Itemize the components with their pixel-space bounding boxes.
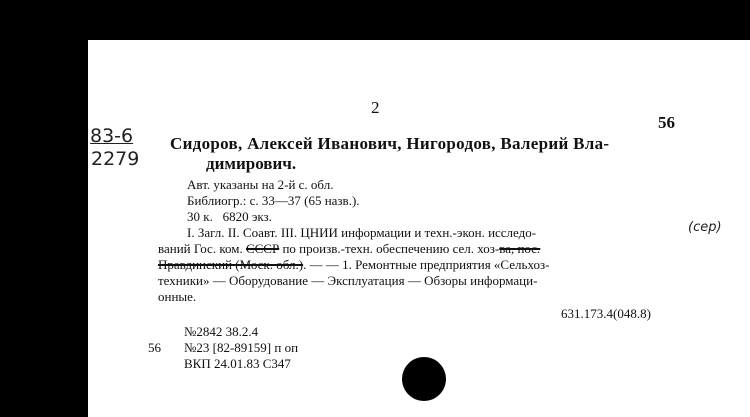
- card-punch-hole: [402, 357, 446, 401]
- title-line-2: димирович.: [206, 154, 297, 173]
- body-line-3: [158, 257, 549, 273]
- body-line-1: I. Загл. II. Соавт. III. ЦНИИ информации и техн.-экон. исследо-: [187, 225, 537, 240]
- body-line-2-middle: по произв.-техн. обеспечению сел. хоз-: [279, 241, 500, 256]
- handwritten-code-2: 2279: [91, 148, 140, 170]
- stamp-line-2-prefix: 56: [148, 340, 161, 355]
- classification-code: 631.173.4(048.8): [561, 306, 651, 321]
- stamp-line-1: №2842 38.2.4: [184, 324, 259, 339]
- handwritten-margin-note: (сер): [688, 220, 722, 235]
- price-and-copies: 30 к. 6820 экз.: [187, 209, 272, 224]
- stamp-line-2: №23 [82-89159] п оп: [184, 340, 299, 355]
- handwritten-code-1: 83-6: [90, 125, 134, 147]
- body-line-4: техники» — Оборудование — Эксплуатация — Обзоры информаци-: [158, 273, 538, 288]
- body-line-3-rest: . — — 1. Ремонтные предприятия «Сельхоз-: [303, 257, 550, 272]
- page-number: 2: [371, 98, 380, 117]
- corner-number: 56: [658, 113, 675, 132]
- title-line-1: Сидоров, Алексей Иванович, Нигородов, Валерий Вла-: [170, 134, 610, 153]
- struck-text-pos: ва, пос.: [499, 241, 541, 256]
- struck-text-location: Правдинский (Моск. обл.): [158, 257, 304, 272]
- authors-note: Авт. указаны на 2-й с. обл.: [187, 177, 334, 192]
- bibliography-note: Библиогр.: с. 33—37 (65 назв.).: [187, 193, 360, 208]
- body-line-2: [158, 241, 540, 257]
- body-line-5: онные.: [158, 289, 197, 304]
- stamp-line-3: ВКП 24.01.83 С347: [184, 356, 291, 371]
- struck-text-ussr: СССР: [245, 241, 280, 256]
- body-line-2-start: ваний Гос. ком.: [158, 241, 246, 256]
